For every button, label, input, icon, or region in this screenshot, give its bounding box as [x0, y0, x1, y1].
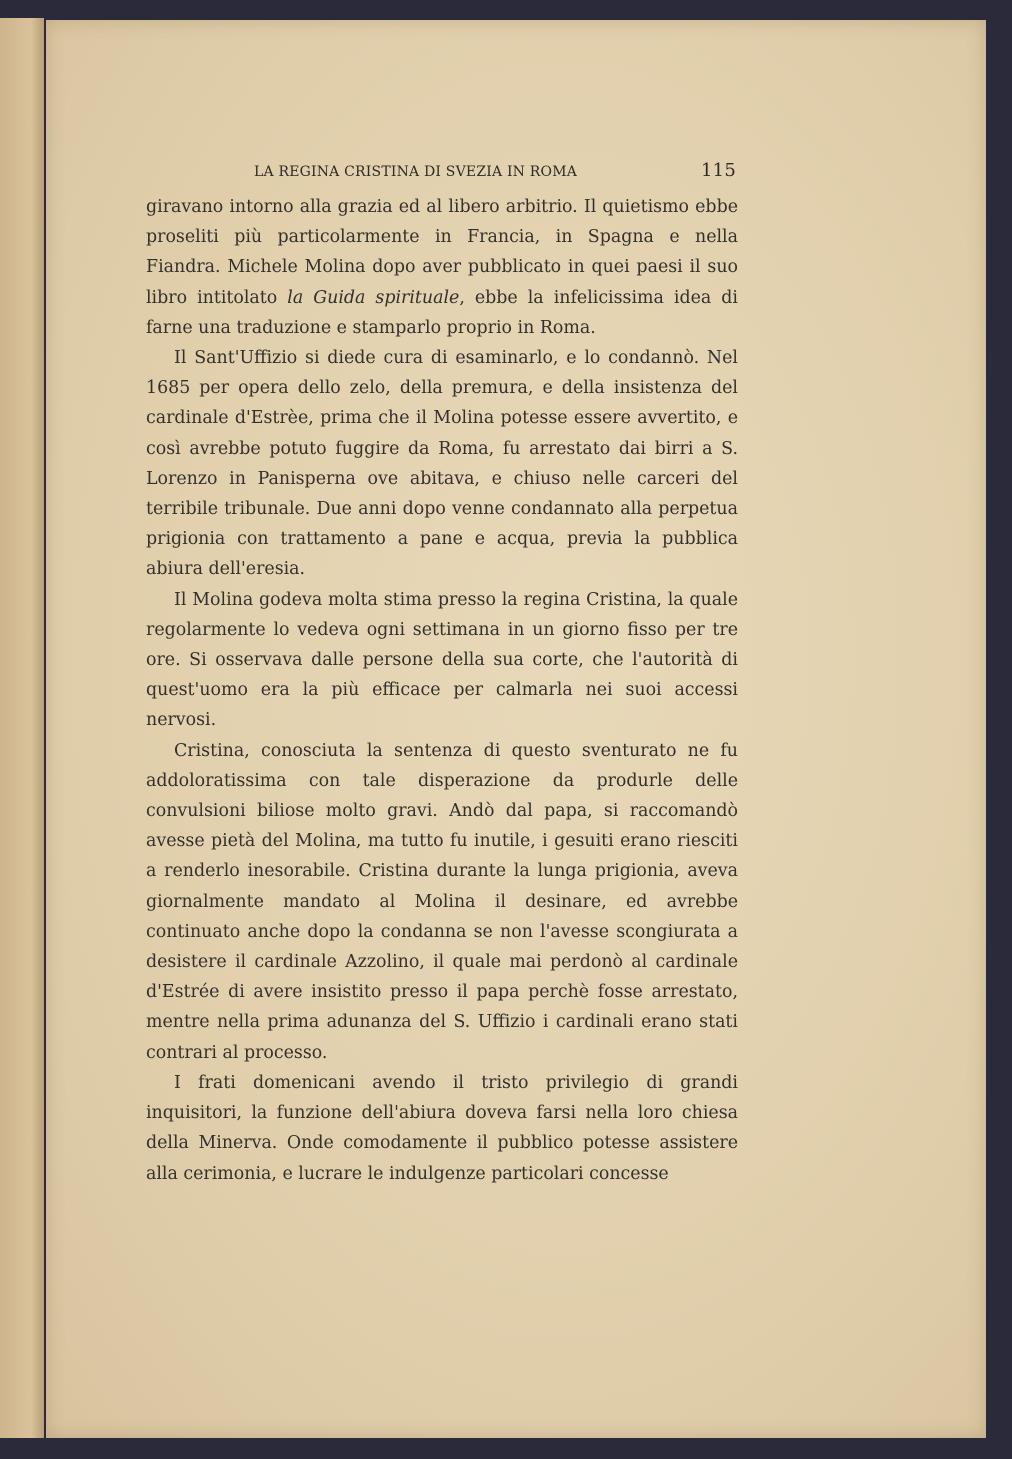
paragraph: [146, 1068, 738, 1189]
facing-page-edge: [0, 18, 44, 1438]
paragraph: [146, 736, 738, 1068]
text-segment: Cristina, conosciuta la sentenza di questo sventurato ne fu addoloratissima con tale disperazione da produrle delle convulsioni biliose molto gravi. Andò dal papa, si raccomandò avesse pietà del Molina, ma tutto fu inutile, i gesuiti erano riesciti a renderlo inesorabile. Cristina durante la lunga prigionia, aveva giornalmente mandato al Molina il desinare, ed avrebbe continuato anche dopo la condanna se non l'avesse scongiurata a desistere il cardinale Azzolino, il quale mai perdonò al cardinale d'Estrée di avere insistito presso il papa perchè fosse arrestato, mentre nella prima adunanza del S. Uffizio i cardinali erano stati contrari al processo.: [146, 740, 738, 1063]
paragraph: [146, 192, 738, 343]
paragraph: [146, 585, 738, 736]
page-number: 115: [701, 160, 736, 181]
text-segment: giravano intorno alla grazia ed al libero arbitrio. Il quietismo ebbe proseliti più particolarmente in Francia, in Spagna e nella Fiandra. Michele Molina dopo aver pubblicato in quei paesi il suo libro intitolato: [146, 197, 738, 308]
text-segment: Il Molina godeva molta stima presso la regina Cristina, la quale regolarmente lo vedeva ogni settimana in un giorno fisso per tre ore. Si osservava dalle persone della sua corte, che l'autorità di quest'uomo era la più efficace per calmarla nei suoi accessi nervosi.: [146, 589, 738, 731]
text-segment: I frati domenicani avendo il tristo privilegio di grandi inquisitori, la funzione dell'abiura doveva farsi nella loro chiesa della Minerva. Onde comodamente il pubblico potesse assistere alla cerimonia, e lucrare le indulgenze particolari concesse: [146, 1072, 738, 1184]
running-title: LA REGINA CRISTINA DI SVEZIA IN ROMA: [254, 164, 578, 180]
body-text: [146, 192, 738, 1189]
text-segment: , ebbe la infelicissima idea di farne una traduzione e stamparlo proprio in Roma.: [146, 287, 738, 338]
text-segment: Il Sant'Uffizio si diede cura di esaminarlo, e lo condannò. Nel 1685 per opera dello zelo, della premura, e della insistenza del cardinale d'Estrèe, prima che il Molina potesse essere avvertito, e così avrebbe potuto fuggire da Roma, fu arrestato dai birri a S. Lorenzo in Panisperna ove abitava, e chiuso nelle carceri del terribile tribunale. Due anni dopo venne condannato alla perpetua prigionia con trattamento a pane e acqua, previa la pubblica abiura dell'eresia.: [146, 348, 738, 580]
book-title-italic: la Guida spirituale: [287, 287, 460, 308]
paragraph: [146, 343, 738, 585]
